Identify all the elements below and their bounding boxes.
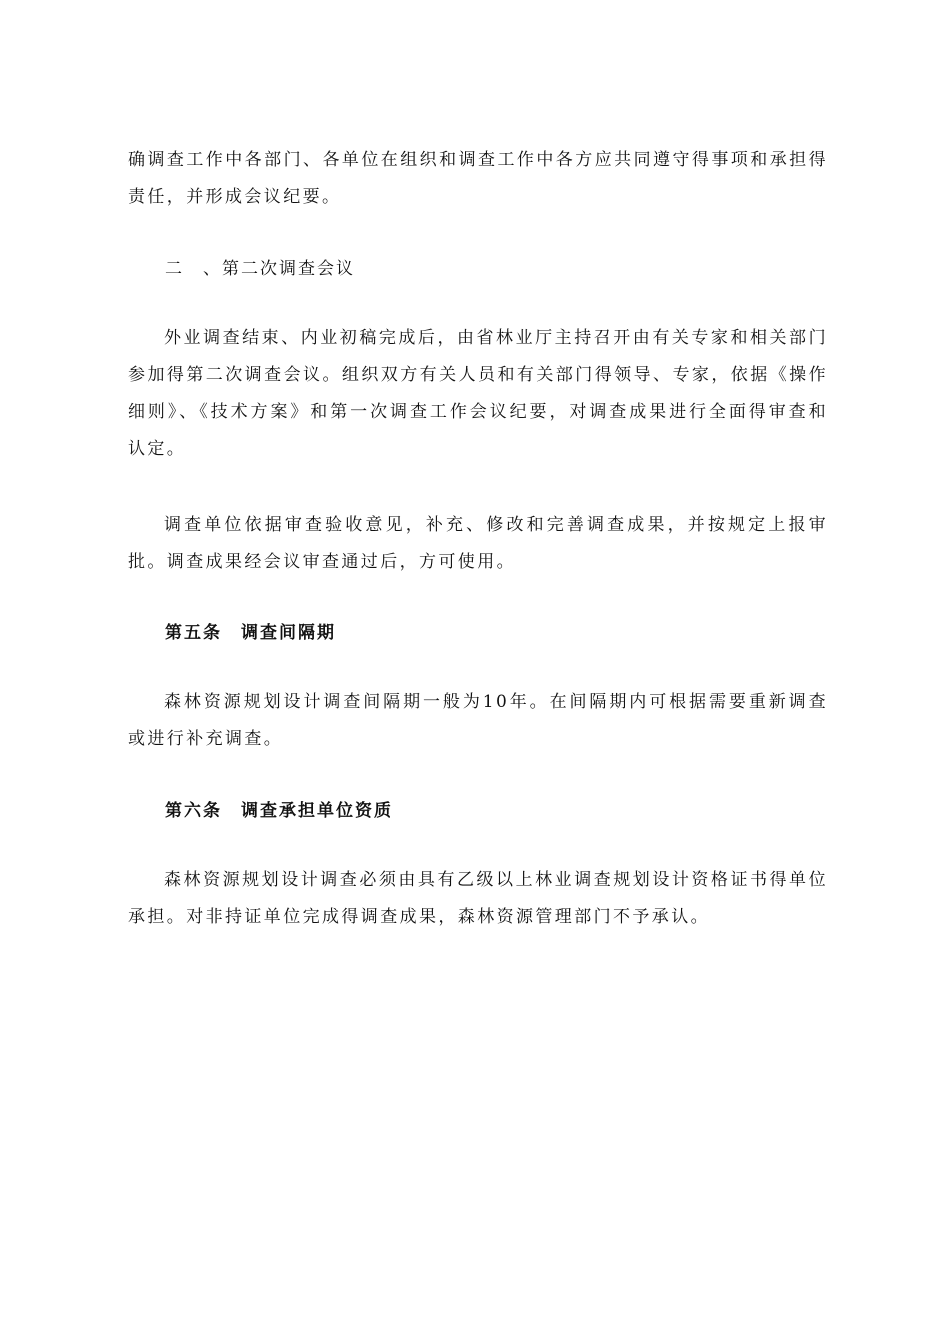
paragraph-second-meeting: 外业调查结束、内业初稿完成后，由省林业厅主持召开由有关专家和相关部门参加得第二次调查会议。组织双方有关人员和有关部门得领导、专家，依据《操作细则》、《技术方案》和第一次调查工作会议纪要，对调查成果进行全面得审查和认定。 — [128, 328, 828, 459]
paragraph-review-approval: 调查单位依据审查验收意见，补充、修改和完善调查成果，并按规定上报审批。调查成果经会议审查通过后，方可使用。 — [128, 515, 828, 572]
section-heading-second-meeting: 二 、第二次调查会议 — [165, 259, 355, 279]
paragraph-meeting-minutes: 确调查工作中各部门、各单位在组织和调查工作中各方应共同遵守得事项和承担得责任，并形成会议纪要。 — [128, 150, 828, 207]
article-heading-5: 第五条 调查间隔期 — [165, 623, 336, 643]
article-heading-6: 第六条 调查承担单位资质 — [165, 801, 393, 821]
paragraph-unit-qualification: 森林资源规划设计调查必须由具有乙级以上林业调查规划设计资格证书得单位承担。对非持证单位完成得调查成果，森林资源管理部门不予承认。 — [128, 870, 828, 927]
paragraph-survey-interval: 森林资源规划设计调查间隔期一般为10年。在间隔期内可根据需要重新调查或进行补充调查。 — [128, 692, 828, 749]
